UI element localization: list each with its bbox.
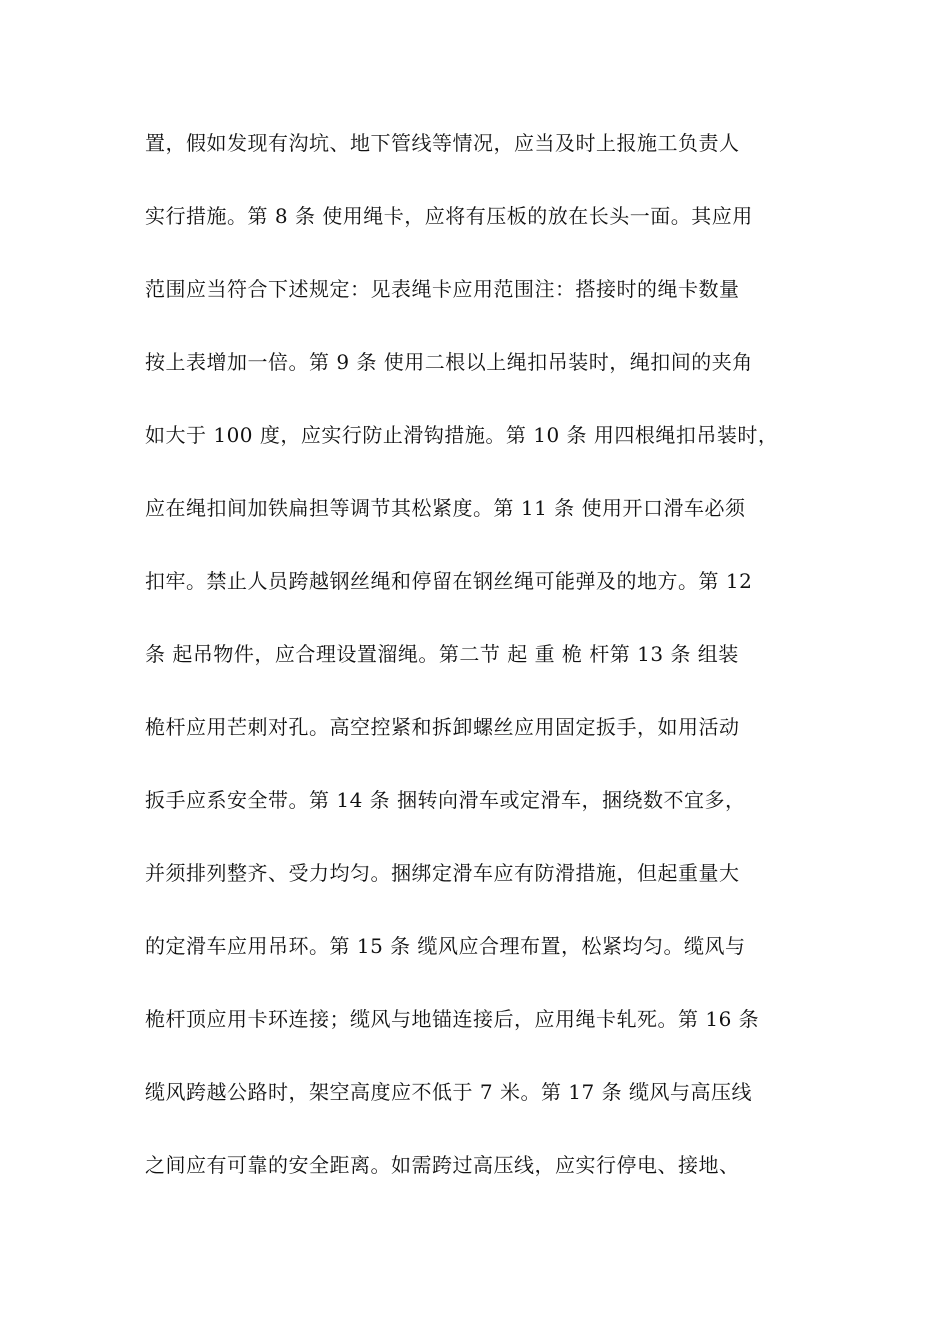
text-line: 并须排列整齐、受力均匀。捆绑定滑车应有防滑措施，但起重量大 <box>145 861 740 885</box>
text-line: 的定滑车应用吊环。第 15 条 缆风应合理布置，松紧均匀。缆风与 <box>145 934 746 958</box>
text-line: 条 起吊物件，应合理设置溜绳。第二节 起 重 桅 杆第 13 条 组装 <box>145 642 739 666</box>
body-text <box>145 130 825 1225</box>
text-line: 扣牢。禁止人员跨越钢丝绳和停留在钢丝绳可能弹及的地方。第 12 <box>145 569 753 593</box>
text-line: 如大于 100 度，应实行防止滑钩措施。第 10 条 用四根绳扣吊装时， <box>145 423 779 447</box>
text-line: 之间应有可靠的安全距离。如需跨过高压线，应实行停电、接地、 <box>145 1153 740 1177</box>
text-line: 扳手应系安全带。第 14 条 捆转向滑车或定滑车，捆绕数不宜多， <box>145 788 746 812</box>
text-line: 范围应当符合下述规定：见表绳卡应用范围注：搭接时的绳卡数量 <box>145 277 740 301</box>
text-line: 实行措施。第 8 条 使用绳卡，应将有压板的放在长头一面。其应用 <box>145 204 753 228</box>
text-line: 桅杆应用芒刺对孔。高空控紧和拆卸螺丝应用固定扳手，如用活动 <box>145 715 740 739</box>
text-line: 按上表增加一倍。第 9 条 使用二根以上绳扣吊装时，绳扣间的夹角 <box>145 350 753 374</box>
text-line: 桅杆顶应用卡环连接；缆风与地锚连接后，应用绳卡轧死。第 16 条 <box>145 1007 760 1031</box>
text-line: 置，假如发现有沟坑、地下管线等情况，应当及时上报施工负责人 <box>145 131 740 155</box>
text-line: 缆风跨越公路时，架空高度应不低于 7 米。第 17 条 缆风与高压线 <box>145 1080 752 1104</box>
text-line: 应在绳扣间加铁扁担等调节其松紧度。第 11 条 使用开口滑车必须 <box>145 496 746 520</box>
